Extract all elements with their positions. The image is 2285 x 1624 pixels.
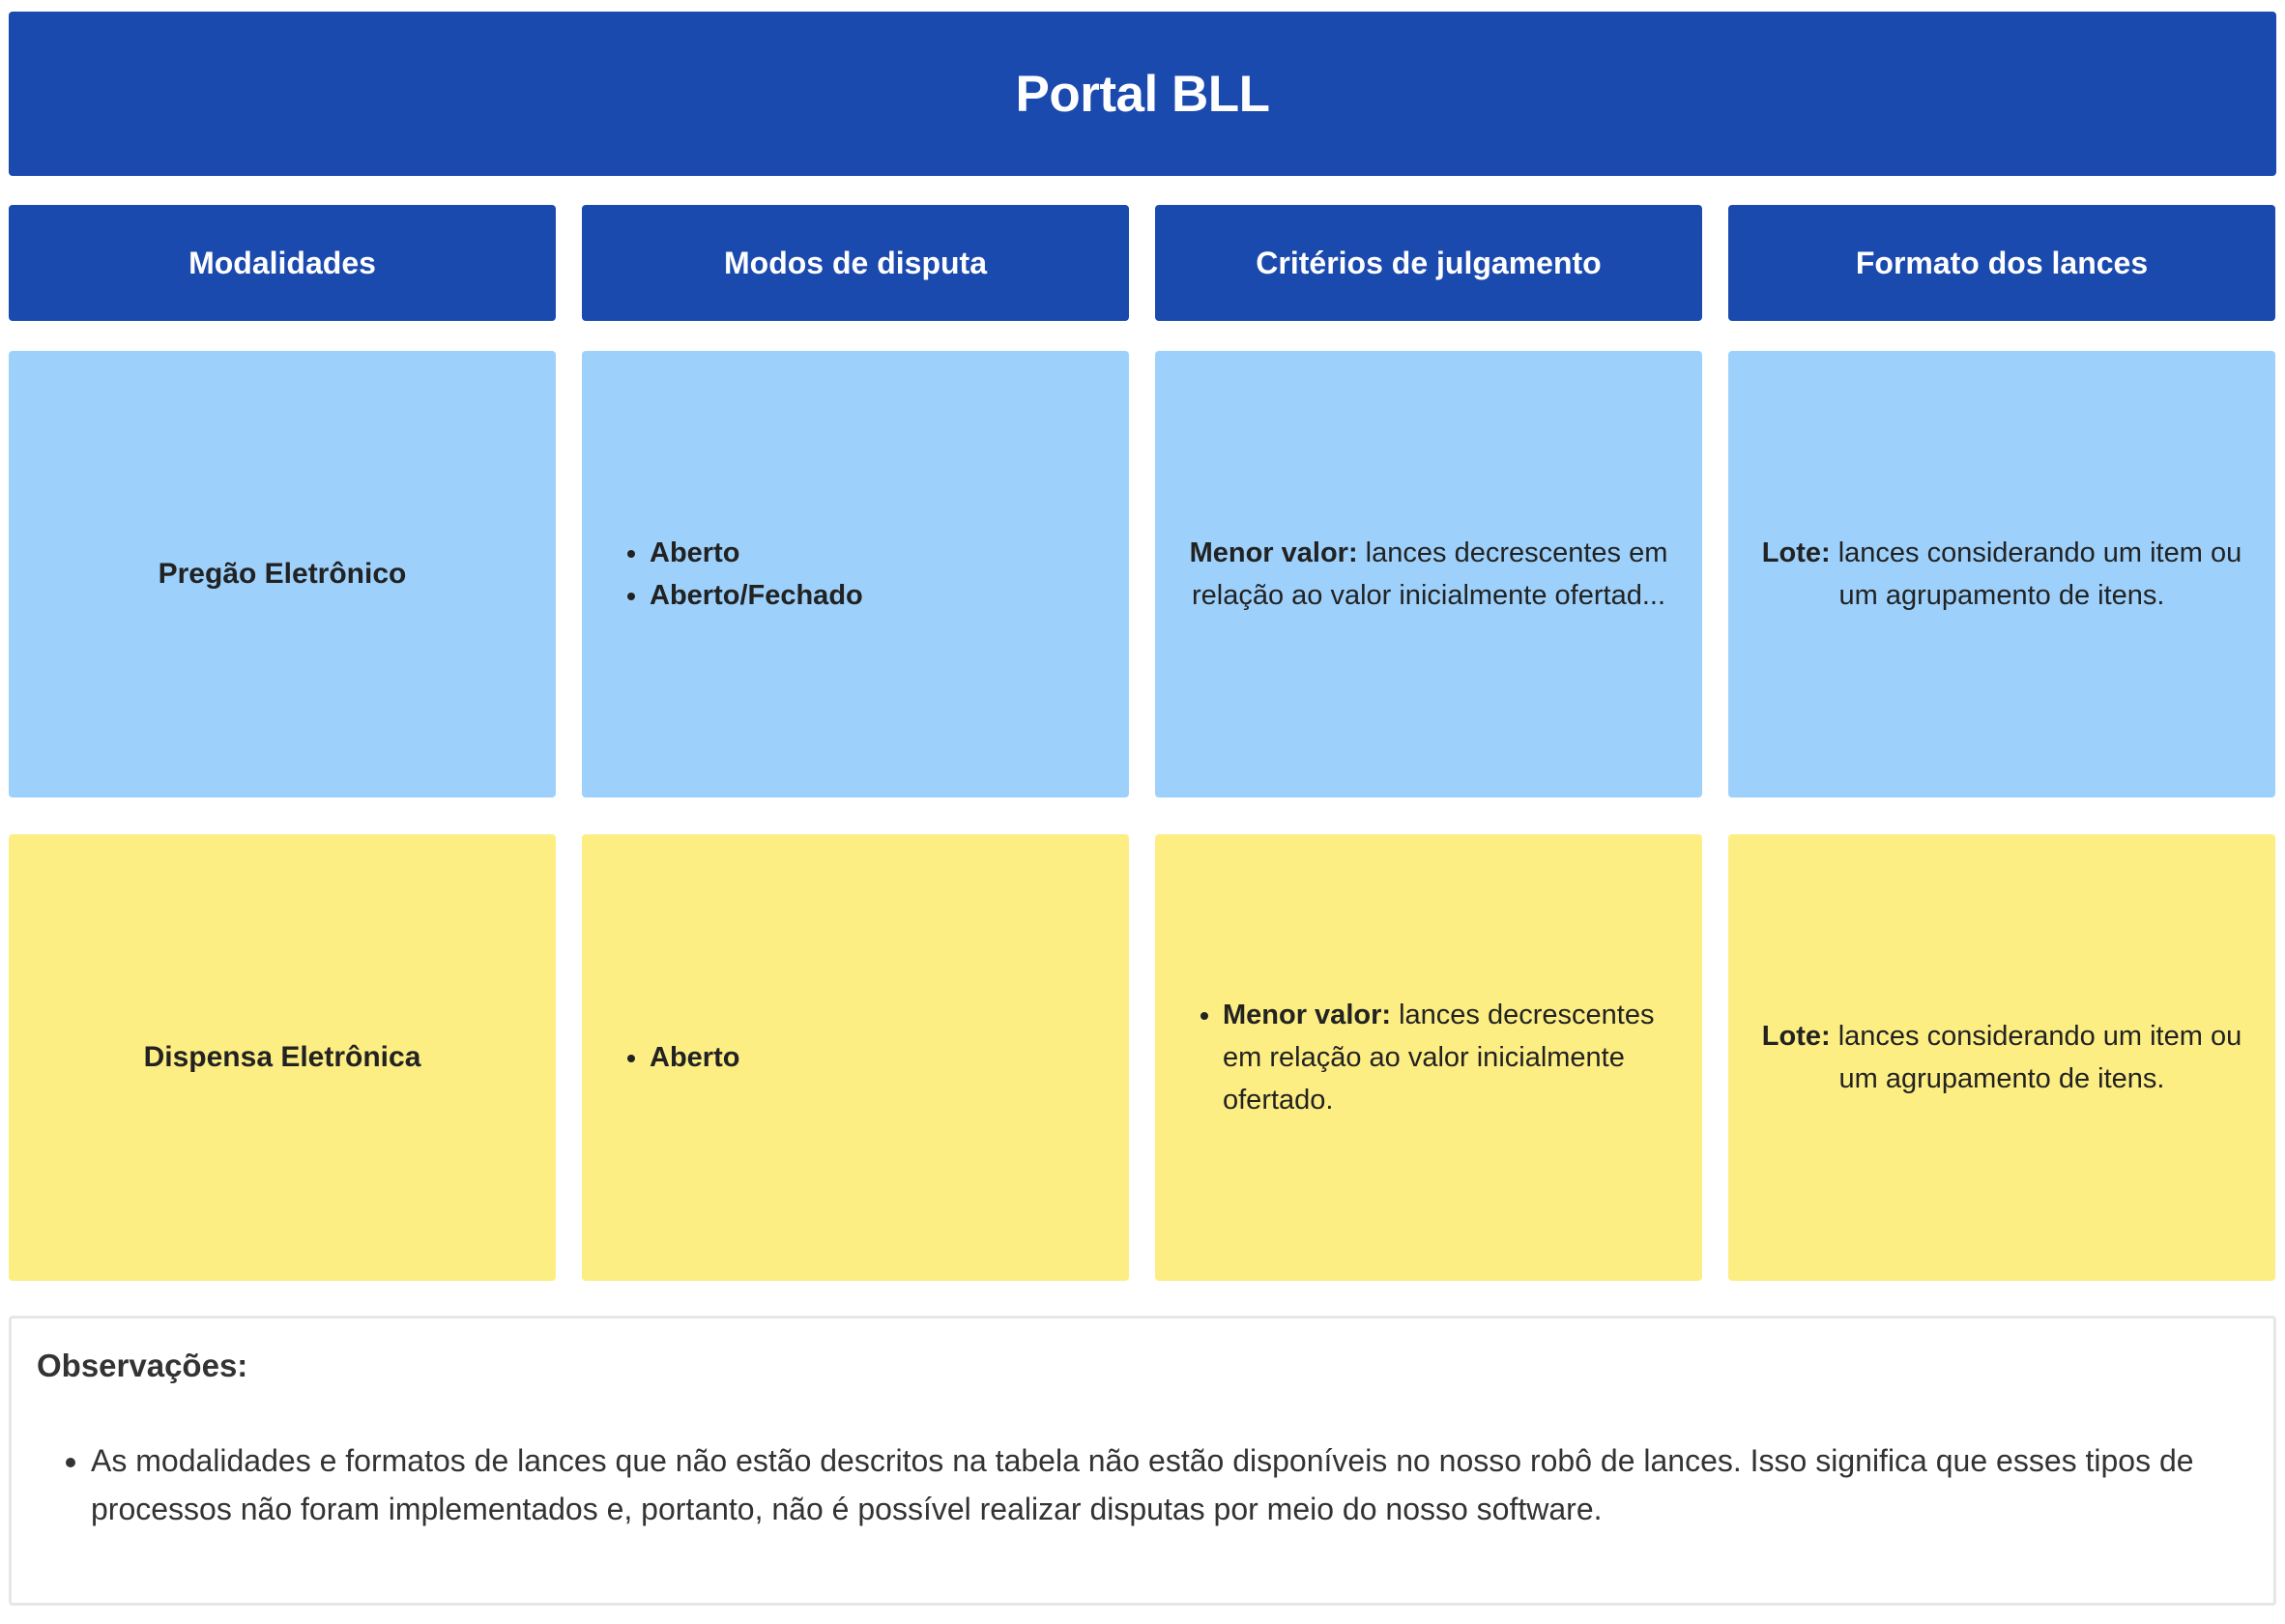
- criterio-label: Menor valor:: [1223, 1000, 1392, 1030]
- observacoes-box: [9, 1316, 2276, 1606]
- table-cell-modos: [582, 351, 1129, 798]
- observacoes-title: Observações:: [37, 1348, 248, 1383]
- column-header-formato-dos-lances: Formato dos lances: [1728, 205, 2275, 321]
- list-item: • Aberto/Fechado: [650, 574, 863, 617]
- formato-label: Lote:: [1761, 537, 1831, 568]
- table-cell-modalidade: [9, 834, 556, 1281]
- criterio-description: lances decrescentes em relação ao valor inicialmente ofertad...: [1191, 537, 1668, 611]
- formato-text: [1728, 1015, 2275, 1100]
- criterio-text: [1155, 532, 1702, 617]
- modalidade-name: Pregão Eletrônico: [158, 558, 407, 590]
- list-item: • Aberto: [650, 1036, 739, 1079]
- criterio-description: lances decrescentes em relação ao valor inicialmente ofertado.: [1223, 1000, 1655, 1116]
- formato-description: lances considerando um item ou um agrupamento de itens.: [1830, 1021, 2242, 1094]
- column-header-criterios-de-julgamento: Critérios de julgamento: [1155, 205, 1702, 321]
- modos-list: [582, 532, 863, 617]
- modos-list: [582, 1036, 739, 1079]
- table-cell-criterio: [1155, 351, 1702, 798]
- table-cell-formato: [1728, 834, 2275, 1281]
- modalidade-name: Dispensa Eletrônica: [143, 1041, 421, 1073]
- list-item: [1223, 994, 1663, 1121]
- observacoes-list: [37, 1436, 2256, 1533]
- column-header-modos-de-disputa: Modos de disputa: [582, 205, 1129, 321]
- list-item: • As modalidades e formatos de lances que não estão descritos na tabela não estão disponíveis no nosso robô de lances. Isso significa que esses tipos de processos não foram implementados e, portanto, não é possível realizar disputas por meio do nosso software.: [91, 1436, 2256, 1533]
- page-title: Portal BLL: [9, 12, 2276, 176]
- formato-description: lances considerando um item ou um agrupamento de itens.: [1830, 537, 2242, 611]
- criterio-list: [1155, 994, 1702, 1121]
- table-cell-modalidade: [9, 351, 556, 798]
- table-cell-modos: [582, 834, 1129, 1281]
- formato-label: Lote:: [1761, 1021, 1831, 1052]
- criterio-label: Menor valor:: [1189, 537, 1358, 568]
- formato-text: [1728, 532, 2275, 617]
- list-item: • Aberto: [650, 532, 863, 574]
- column-header-modalidades: Modalidades: [9, 205, 556, 321]
- table-cell-formato: [1728, 351, 2275, 798]
- table-cell-criterio: [1155, 834, 1702, 1281]
